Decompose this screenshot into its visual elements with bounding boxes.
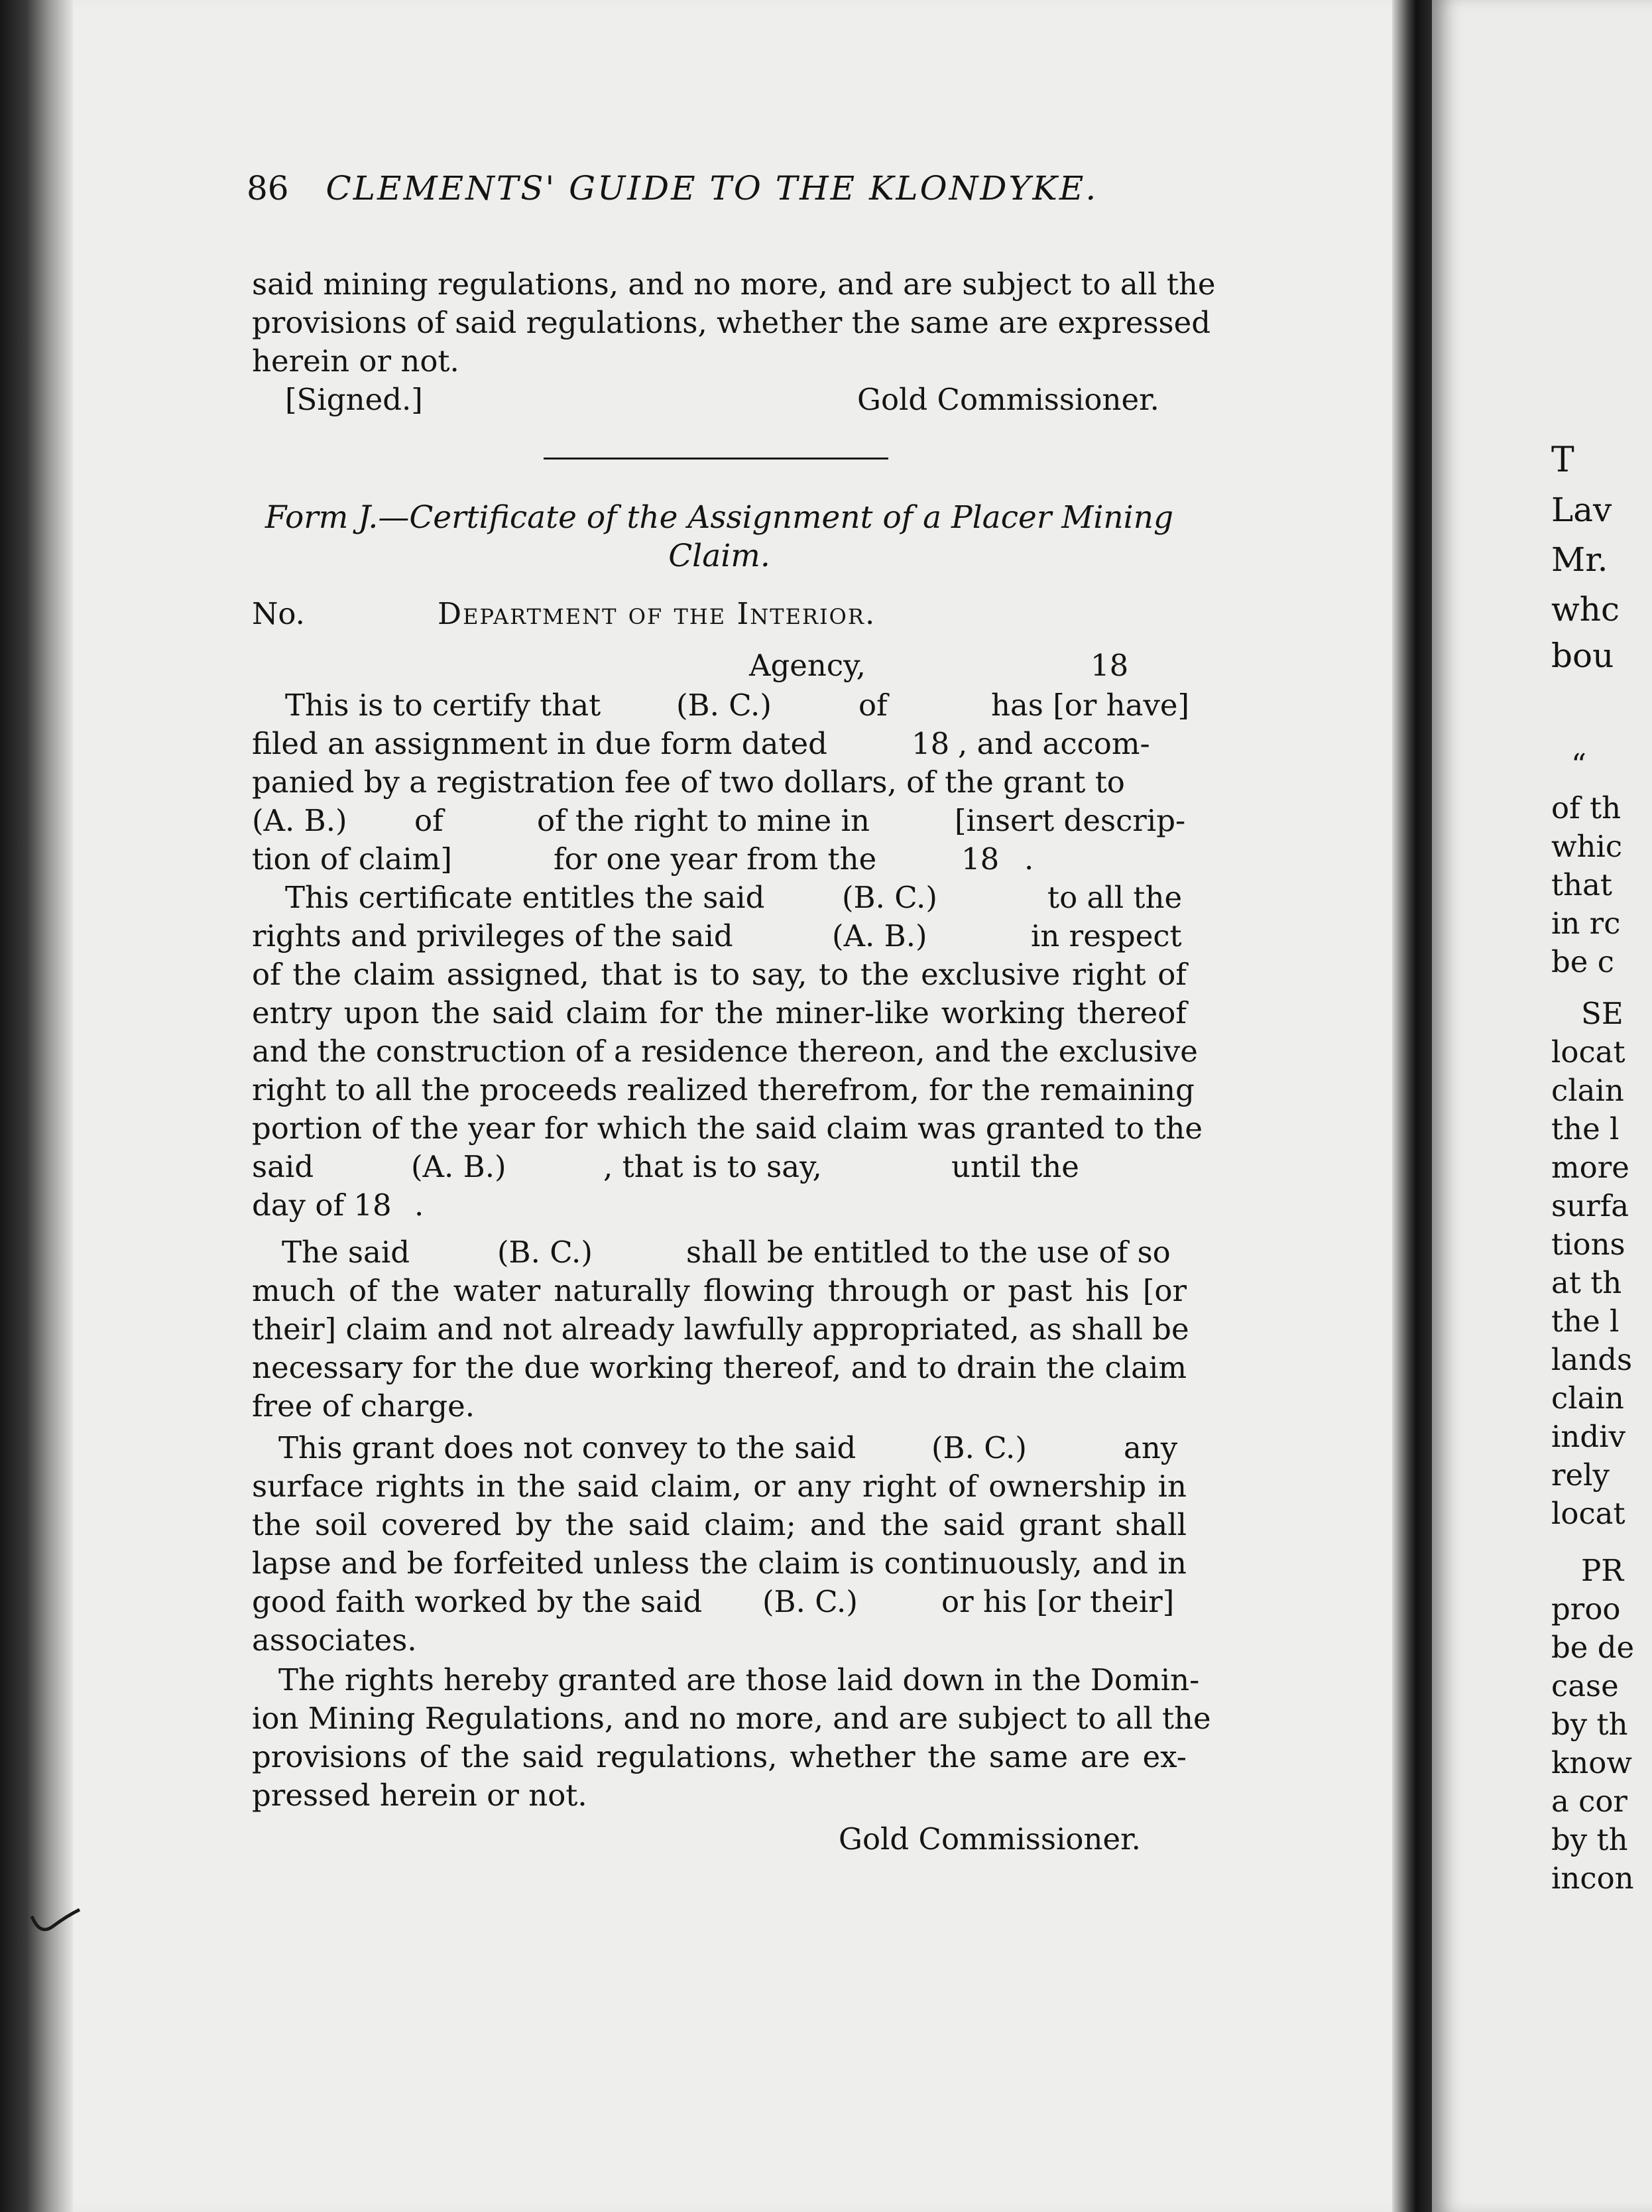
text-fragment: of: [858, 688, 888, 723]
blank-bc: (B. C.): [497, 1235, 593, 1270]
body-line: panied by a registration fee of two dollars, of the grant to: [252, 765, 1125, 800]
facing-text: bou: [1551, 637, 1614, 675]
blank-year: 18: [961, 841, 1000, 877]
text-fragment: in respect: [1031, 918, 1182, 953]
body-line: right to all the proceeds realized therefrom, for the remaining: [252, 1072, 1195, 1107]
body-line: and the construction of a residence thereon, and the exclusive: [252, 1034, 1198, 1069]
facing-text: Mr.: [1551, 540, 1608, 579]
body-line: [252, 686, 1190, 725]
facing-text: locat: [1551, 1034, 1625, 1070]
body-line: [252, 879, 1187, 917]
closing-signer: Gold Commissioner.: [839, 1821, 1141, 1857]
body-line: pressed herein or not.: [252, 1778, 587, 1813]
body-line: entry upon the said claim for the miner-like working thereof: [252, 995, 1187, 1030]
facing-text: clain: [1551, 1073, 1624, 1108]
department-heading: Department of the Interior.: [438, 596, 876, 631]
body-line: lapse and be forfeited unless the claim is continuously, and in: [252, 1546, 1187, 1581]
facing-text: rely: [1551, 1457, 1610, 1493]
intro-line: said mining regulations, and no more, and are subject to all the: [252, 267, 1216, 302]
form-number-label: No.: [252, 596, 305, 631]
blank-bc: (B. C.): [676, 688, 772, 723]
body-line: their] claim and not already lawfully appropriated, as shall be: [252, 1312, 1189, 1347]
facing-text: SE: [1581, 996, 1623, 1031]
text-fragment: This grant does not convey to the said: [278, 1430, 856, 1465]
text-fragment: The said: [282, 1235, 410, 1270]
body-line: of the claim assigned, that is to say, to the exclusive right of: [252, 957, 1187, 992]
blank-ab: (A. B.): [252, 803, 347, 838]
facing-text: locat: [1551, 1496, 1625, 1531]
facing-text: know: [1551, 1745, 1632, 1780]
facing-text: Lav: [1551, 491, 1612, 529]
form-number-line: [252, 595, 1187, 633]
body-line: [252, 1233, 1187, 1272]
facing-text: by th: [1551, 1707, 1628, 1742]
facing-text: that: [1551, 867, 1612, 902]
agency-year: 18: [1091, 648, 1129, 683]
facing-text: indiv: [1551, 1419, 1625, 1454]
facing-text: the l: [1551, 1304, 1620, 1339]
facing-text: PR: [1581, 1553, 1624, 1588]
body-line: [252, 917, 1187, 955]
signer-title: Gold Commissioner.: [857, 382, 1159, 417]
text-fragment: for one year from the: [554, 841, 877, 877]
text-fragment: rights and privileges of the said: [252, 918, 733, 953]
facing-text: be c: [1551, 944, 1614, 979]
text-fragment: .: [1024, 841, 1034, 877]
facing-text: surfa: [1551, 1188, 1629, 1223]
page-number: 86: [247, 169, 289, 208]
text-fragment: good faith worked by the said: [252, 1584, 703, 1619]
text-fragment: to all the: [1047, 880, 1183, 915]
book-edge-shadow: [0, 0, 73, 2212]
intro-line: herein or not.: [252, 343, 459, 379]
running-head: [247, 169, 1188, 209]
facing-text: case: [1551, 1668, 1619, 1703]
facing-text: be de: [1551, 1630, 1635, 1665]
facing-text: proo: [1551, 1591, 1621, 1627]
body-line: The rights hereby granted are those laid down in the Domin-: [278, 1662, 1200, 1697]
body-line: much of the water naturally flowing through or past his [or: [252, 1273, 1187, 1308]
facing-text: “: [1571, 747, 1587, 782]
facing-text: lands: [1551, 1342, 1633, 1377]
text-fragment: , that is to say,: [603, 1149, 822, 1184]
signed-mark: [Signed.]: [285, 382, 423, 417]
text-fragment: of: [414, 803, 443, 838]
body-line: ion Mining Regulations, and no more, and are subject to all the: [252, 1701, 1211, 1736]
blank-ab: (A. B.): [411, 1149, 506, 1184]
facing-text: in rc: [1551, 906, 1621, 941]
facing-text: more: [1551, 1150, 1629, 1185]
agency-line: [252, 646, 1187, 685]
form-title-continued: Claim.: [668, 538, 770, 574]
body-line: free of charge.: [252, 1388, 475, 1424]
agency-label: Agency,: [749, 648, 866, 683]
body-line: necessary for the due working thereof, and to drain the claim: [252, 1350, 1187, 1385]
text-fragment: [insert descrip-: [955, 803, 1186, 838]
facing-text: incon: [1551, 1861, 1634, 1896]
text-fragment: said: [252, 1149, 314, 1184]
blank-year: 18: [912, 726, 950, 761]
facing-text: a cor: [1551, 1784, 1627, 1819]
section-divider: [544, 458, 888, 460]
text-fragment: , and accom-: [958, 726, 1150, 761]
facing-text: clain: [1551, 1381, 1624, 1416]
text-fragment: filed an assignment in due form dated: [252, 726, 827, 761]
text-fragment: day of 18: [252, 1188, 392, 1223]
facing-text: of th: [1551, 790, 1622, 826]
text-fragment: until the: [951, 1149, 1079, 1184]
text-fragment: shall be entitled to the use of so: [686, 1235, 1171, 1270]
facing-text: whic: [1551, 829, 1623, 864]
body-line: [252, 725, 1187, 763]
facing-text: at th: [1551, 1265, 1622, 1300]
facing-text: the l: [1551, 1111, 1620, 1146]
blank-ab: (A. B.): [832, 918, 927, 953]
body-line: [252, 1186, 1187, 1225]
blank-bc: (B. C.): [842, 880, 937, 915]
facing-text: T: [1551, 440, 1574, 480]
text-fragment: .: [414, 1188, 424, 1223]
text-fragment: This certificate entitles the said: [285, 880, 765, 915]
text-fragment: has [or have]: [991, 688, 1190, 723]
running-title: CLEMENTS' GUIDE TO THE KLONDYKE.: [325, 169, 1098, 208]
body-line: [252, 802, 1187, 840]
body-line: [252, 1583, 1187, 1621]
form-title: Form J.—Certificate of the Assignment of a Placer Mining: [265, 499, 1174, 536]
body-line: surface rights in the said claim, or any right of ownership in: [252, 1469, 1187, 1504]
intro-line: provisions of said regulations, whether the same are expressed: [252, 305, 1211, 340]
body-line: [252, 1429, 1187, 1467]
text-fragment: of the right to mine in: [537, 803, 870, 838]
body-line: provisions of the said regulations, whether the same are ex-: [252, 1739, 1187, 1774]
facing-text: by th: [1551, 1822, 1628, 1857]
blank-bc: (B. C.): [762, 1584, 858, 1619]
facing-text: tions: [1551, 1227, 1625, 1262]
body-line: [252, 840, 1187, 879]
text-fragment: or his [or their]: [941, 1584, 1175, 1619]
facing-text: whc: [1551, 590, 1620, 629]
body-line: associates.: [252, 1623, 417, 1658]
book-gutter: [1392, 0, 1432, 2212]
signature-line: [252, 381, 1187, 419]
closing-signature-line: [252, 1820, 1187, 1859]
body-line: portion of the year for which the said claim was granted to the: [252, 1111, 1203, 1146]
body-line: [252, 1148, 1187, 1186]
body-line: the soil covered by the said claim; and the said grant shall: [252, 1507, 1187, 1542]
text-fragment: tion of claim]: [252, 841, 452, 877]
text-fragment: This is to certify that: [285, 688, 601, 723]
pen-mark-icon: [27, 1890, 93, 1949]
text-fragment: any: [1124, 1430, 1178, 1465]
blank-bc: (B. C.): [931, 1430, 1027, 1465]
